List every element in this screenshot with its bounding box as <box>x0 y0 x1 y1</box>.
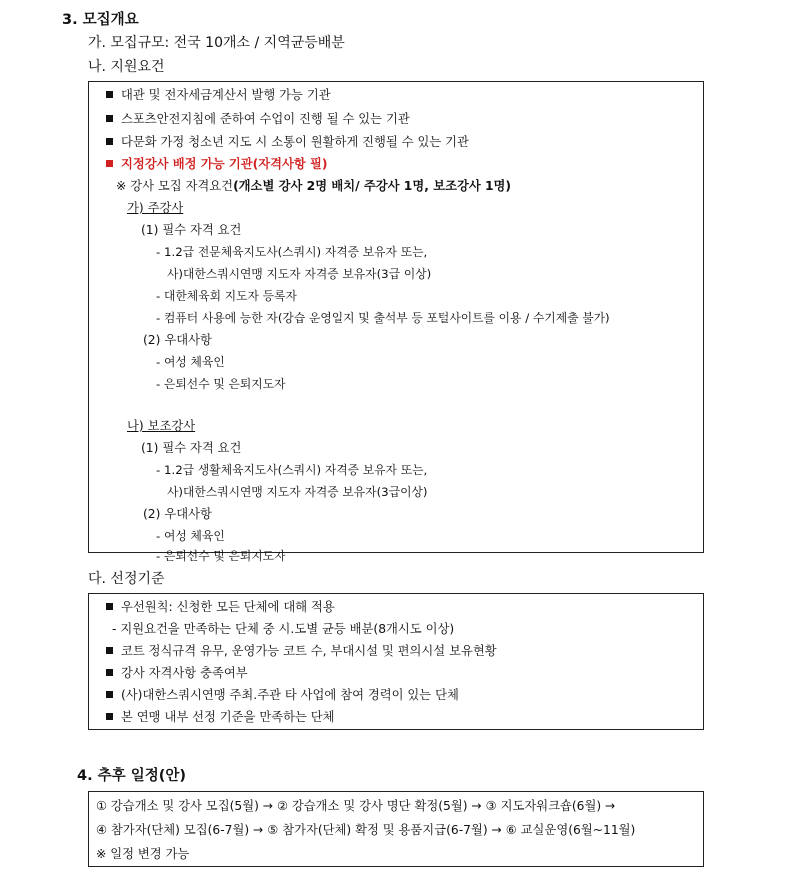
main-pref-1: - 여성 체육인 <box>156 355 225 369</box>
bullet-icon <box>106 647 113 654</box>
main-req-3: - 컴퓨터 사용에 능한 자(강습 운영일지 및 출석부 등 포털사이트를 이용 / 수기제출 불가) <box>156 311 610 325</box>
bullet-icon <box>106 691 113 698</box>
assistant-pref-2: - 은퇴선수 및 은퇴지도자 <box>156 549 286 563</box>
criteria-heading: 다. 선정기준 <box>88 571 165 587</box>
bullet-icon <box>106 160 113 167</box>
criteria-item: 코트 정식규격 유무, 운영가능 코트 수, 부대시설 및 편의시설 보유현황 <box>106 643 497 659</box>
requirement-item: 대관 및 전자세금계산서 발행 가능 기관 <box>106 87 331 103</box>
main-req-title: (1) 필수 자격 요건 <box>141 223 242 237</box>
criteria-item: (사)대한스쿼시연맹 주최.주관 타 사업에 참여 경력이 있는 단체 <box>106 687 459 703</box>
section-4-title: 4. 추후 일정(안) <box>77 768 186 784</box>
requirements-heading: 나. 지원요건 <box>88 59 165 75</box>
recruit-scale: 가. 모집규모: 전국 10개소 / 지역균등배분 <box>88 35 345 51</box>
assistant-instructor-title: 나) 보조강사 <box>127 419 196 433</box>
assistant-req-1a: - 1.2급 생활체육지도사(스쿼시) 자격증 보유자 또는, <box>156 463 428 477</box>
main-req-2: - 대한체육회 지도자 등록자 <box>156 289 297 303</box>
main-req-1a: - 1.2급 전문체육지도사(스쿼시) 자격증 보유자 또는, <box>156 245 428 259</box>
requirement-item: 다문화 가정 청소년 지도 시 소통이 원활하게 진행될 수 있는 기관 <box>106 134 469 150</box>
criteria-item: 우선원칙: 신청한 모든 단체에 대해 적용 <box>106 599 335 615</box>
section-3-title: 3. 모집개요 <box>62 12 139 28</box>
requirement-item-highlight: 지정강사 배정 가능 기관(자격사항 필) <box>106 156 328 172</box>
schedule-line-1: ① 강습개소 및 강사 모집(5월) → ② 강습개소 및 강사 명단 확정(5월) → ③ 지도자워크숍(6월) → <box>96 799 616 813</box>
main-pref-title: (2) 우대사항 <box>143 333 212 347</box>
bullet-icon <box>106 91 113 98</box>
main-instructor-title: 가) 주강사 <box>127 201 184 215</box>
criteria-item: 본 연맹 내부 선정 기준을 만족하는 단체 <box>106 709 335 725</box>
bullet-icon <box>106 115 113 122</box>
bullet-icon <box>106 713 113 720</box>
bullet-icon <box>106 603 113 610</box>
schedule-line-2: ④ 참가자(단체) 모집(6-7월) → ⑤ 참가자(단체) 확정 및 용품지급(6-7월) → ⑥ 교실운영(6월~11월) <box>96 823 636 837</box>
criteria-item: 강사 자격사항 충족여부 <box>106 665 248 681</box>
assistant-req-1b: 사)대한스쿼시연맹 지도자 자격증 보유자(3급이상) <box>167 485 428 499</box>
assistant-pref-title: (2) 우대사항 <box>143 507 212 521</box>
instructor-note: ※ 강사 모집 자격요건(개소별 강사 2명 배치/ 주강사 1명, 보조강사 1명) <box>116 179 512 193</box>
assistant-pref-1: - 여성 체육인 <box>156 529 225 543</box>
bullet-icon <box>106 669 113 676</box>
main-pref-2: - 은퇴선수 및 은퇴지도자 <box>156 377 286 391</box>
schedule-note: ※ 일정 변경 가능 <box>96 847 190 861</box>
assistant-req-title: (1) 필수 자격 요건 <box>141 441 242 455</box>
bullet-icon <box>106 138 113 145</box>
main-req-1b: 사)대한스쿼시연맹 지도자 자격증 보유자(3급 이상) <box>167 267 432 281</box>
criteria-subitem: - 지원요건을 만족하는 단체 중 시.도별 균등 배분(8개시도 이상) <box>112 622 455 636</box>
requirement-item: 스포츠안전지침에 준하여 수업이 진행 될 수 있는 기관 <box>106 111 410 127</box>
